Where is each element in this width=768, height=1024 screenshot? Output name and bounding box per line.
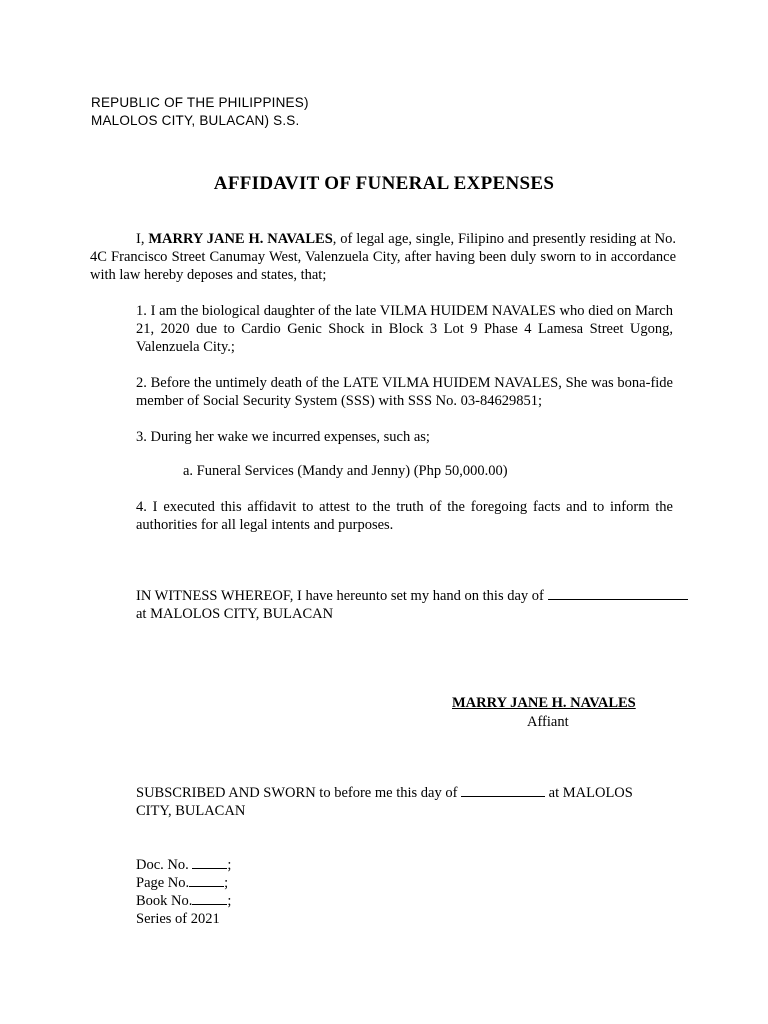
book-no-line	[136, 892, 231, 910]
book-no-blank	[192, 892, 227, 905]
doc-no-blank	[192, 856, 227, 869]
witness-clause	[136, 587, 696, 623]
page-no-line	[136, 874, 231, 892]
paragraph-2: 2. Before the untimely death of the LATE VILMA HUIDEM NAVALES, She was bona-fide member of Social Security System (SSS) with SSS No. 03-84629851;	[136, 375, 673, 409]
sworn-text-after: at MALOLOS CITY, BULACAN	[136, 785, 633, 819]
notarial-register	[136, 856, 231, 928]
venue-header	[91, 94, 309, 130]
expense-item-a: a. Funeral Services (Mandy and Jenny) (Php 50,000.00)	[183, 463, 508, 479]
affiant-name-inline: MARRY JANE H. NAVALES	[148, 231, 333, 247]
page-no-label: Page No.	[136, 875, 190, 891]
page-no-suffix: ;	[224, 875, 229, 891]
sworn-text-before: SUBSCRIBED AND SWORN to before me this day of	[136, 785, 462, 801]
doc-no-label: Doc. No.	[136, 857, 193, 873]
document-title: AFFIDAVIT OF FUNERAL EXPENSES	[213, 173, 555, 194]
witness-date-blank	[548, 587, 688, 600]
intro-rest: , of legal age, single, Filipino and presently residing at No. 4C Francisco Street Canumay West, Valenzuela City, after having been duly sworn to in accordance with law hereby deposes and states, that;	[90, 231, 676, 283]
paragraph-4: 4. I executed this affidavit to attest to the truth of the foregoing facts and to inform the authorities for all legal intents and purposes.	[136, 499, 673, 533]
sworn-clause	[136, 784, 666, 820]
doc-no-suffix: ;	[227, 857, 232, 873]
doc-no-line	[136, 856, 231, 874]
signature-role: Affiant	[527, 714, 569, 730]
page-no-blank	[189, 874, 224, 887]
signature-name: MARRY JANE H. NAVALES	[452, 695, 636, 711]
paragraph-3: 3. During her wake we incurred expenses, such as;	[136, 429, 430, 445]
book-no-label: Book No.	[136, 893, 193, 909]
venue-line-republic: REPUBLIC OF THE PHILIPPINES)	[91, 95, 309, 110]
book-no-suffix: ;	[227, 893, 232, 909]
intro-prefix: I,	[136, 231, 149, 247]
venue-line-city: MALOLOS CITY, BULACAN) S.S.	[91, 113, 300, 128]
intro-paragraph	[90, 230, 676, 284]
witness-location: at MALOLOS CITY, BULACAN	[136, 606, 334, 622]
witness-text: IN WITNESS WHEREOF, I have hereunto set my hand on this day of	[136, 588, 548, 604]
paragraph-1: 1. I am the biological daughter of the late VILMA HUIDEM NAVALES who died on March 21, 2020 due to Cardio Genic Shock in Block 3 Lot 9 Phase 4 Lamesa Street Ugong, Valenzuela City.;	[136, 303, 673, 355]
series-line: Series of 2021	[136, 911, 220, 927]
sworn-date-blank	[461, 784, 545, 797]
